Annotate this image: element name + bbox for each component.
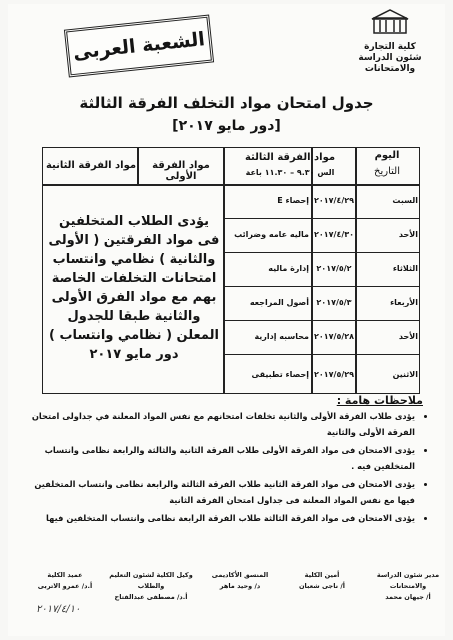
signature-name: د/ وحيد ماهر [219, 582, 261, 590]
signature-title: عميد الكلية [47, 571, 83, 579]
signature-title: مدير شئون الدراسة والامتحانات [376, 571, 440, 590]
signature-title: وكيل الكلية لشئون التعليم والطلاب [109, 571, 193, 590]
signature-name: أ.د/ عمرو الاتربى [37, 582, 93, 590]
merged-cell-note: يؤدى الطلاب المتخلفين فى مواد الفرقتين ( الأولى والثانية ) نظامي وانتساب امتحانات التخلفات الخاصة بهم مع مواد الفرق الأولى والثانية طبقا للجدول المعلن ( نظامي وانتساب ) دور مايو ٢٠١٧ [48, 214, 220, 362]
note-item: • يؤدى الامتحان فى مواد الفرقة الثانية طلاب الفرقة الثالثة والرابعة نظامى وانتساب المتخلفين فيها مع نفس المواد المعلنة فى جداول امتحان الفرقة الثانية [22, 477, 415, 508]
note-item: • يؤدى الامتحان فى مواد الفرقة الأولى طلاب الفرقة الثانية والثالثة والرابعة نظامى وانتساب المتخلفين فيه . [22, 443, 415, 474]
row-date: ٢٠١٧/٥/٢٩ [313, 370, 355, 379]
row-day: الاثنين [392, 370, 418, 379]
signature-block [205, 570, 275, 592]
signature-name: أ/ ناجى شعبان [299, 582, 345, 590]
handwritten-date: ٢٠١٧/٤/١٠ [36, 604, 81, 615]
row-day: الأحد [398, 332, 418, 341]
faculty-name: كلية التجارة [364, 42, 416, 52]
row-date: ٢٠١٧/٥/٢ [316, 264, 352, 273]
row-day: الثلاثاء [392, 264, 418, 273]
notes-list [22, 409, 427, 530]
note-item: • يؤدى الامتحان فى مواد الفرقة الثالثة طلاب الفرقة الرابعة نظامى وانتساب المتخلفين فيها [22, 511, 415, 527]
row-day: الأربعاء [390, 298, 418, 307]
row-day: الأحد [398, 230, 418, 239]
row-date: ٢٠١٧/٥/٢٨ [313, 332, 355, 341]
row-subject: إحصاء E [277, 196, 309, 205]
signature-block [109, 570, 193, 603]
row-date: ٢٠١٧/٥/٣ [316, 298, 352, 307]
signature-name: أ/ جيهان محمد [385, 593, 431, 601]
signature-block [30, 570, 100, 592]
row-subject: محاسبه إدارية [254, 332, 309, 341]
signature-title: المنسق الأكاديمى [211, 571, 269, 579]
header-first-year: مواد الفرقة الأولى [152, 160, 210, 182]
row-subject: إدارة ماليه [268, 264, 309, 273]
section-banner: الشعبة العربى [64, 15, 214, 78]
notes-title: ملاحظات هامة : [336, 394, 423, 407]
row-day: السبت [392, 196, 418, 205]
header-third-year: مواد الفرقة الثالثة [244, 152, 336, 163]
row-subject: إحصاء تطبيقى [251, 370, 309, 379]
university-logo-icon [370, 8, 410, 36]
document-subtitle: [دور مايو ٢٠١٧] [172, 118, 281, 134]
row-date: ٢٠١٧/٤/٢٩ [313, 196, 355, 205]
signature-name: أ.د/ مصطفى عبدالفتاح [114, 593, 188, 601]
signature-block [287, 570, 357, 592]
faculty-header [345, 8, 435, 75]
row-date: ٢٠١٧/٤/٣٠ [313, 230, 355, 239]
document-title: جدول امتحان مواد التخلف الفرقة الثالثة [79, 94, 374, 112]
note-item: • يؤدى طلاب الفرقة الأولى والثانية تخلفات امتحانهم مع نفس المواد المعلنة في جداولى امتحان الفرقة الأولى والثانية [22, 409, 415, 440]
header-day: اليوم [374, 150, 400, 161]
signature-block [373, 570, 443, 603]
header-second-year: مواد الفرقة الثانية [45, 160, 137, 171]
row-subject: ماليه عامه وضرائب [234, 230, 309, 239]
exam-schedule-page [8, 4, 445, 636]
department-name: شئون الدراسة والامتحانات [358, 53, 422, 74]
signature-title: أمين الكلية [304, 571, 340, 579]
row-subject: أصول المراجعه [249, 298, 309, 307]
header-time: الس ٩.٣٠ – ١١.٣٠ باعة [245, 168, 335, 177]
header-date: التاريخ [374, 166, 400, 177]
